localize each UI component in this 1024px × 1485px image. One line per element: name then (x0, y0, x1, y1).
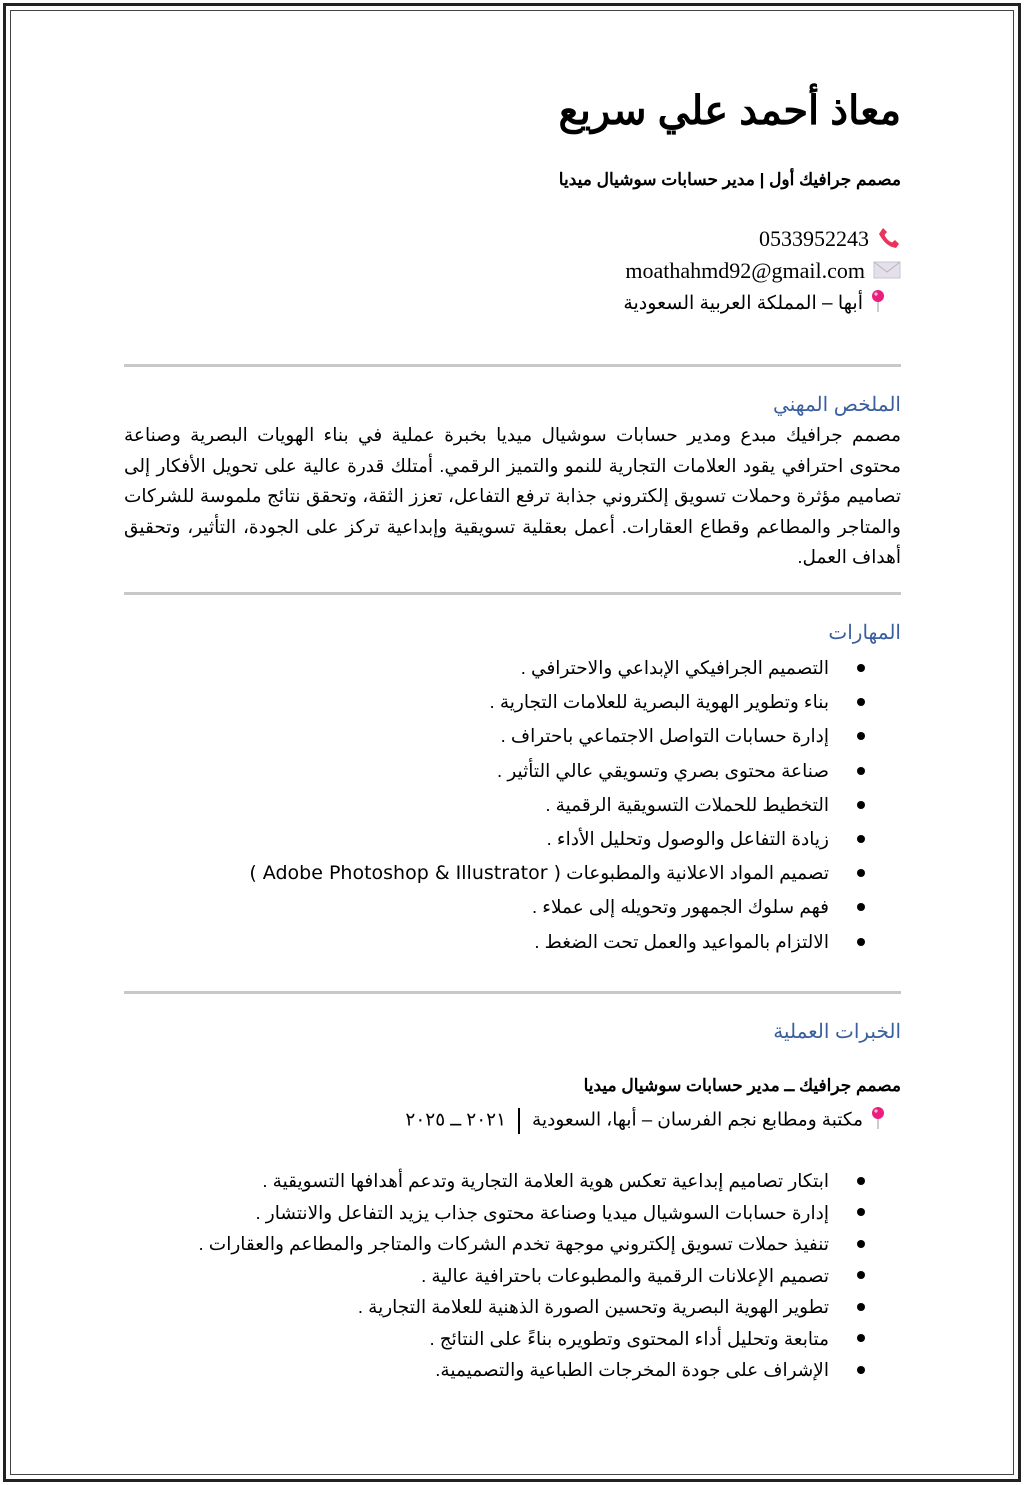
divider (124, 364, 901, 367)
list-item: الالتزام بالمواعيد والعمل تحت الضغط . (124, 925, 901, 959)
skill-text: تصميم المواد الاعلانية والمطبوعات (566, 862, 829, 884)
skills-list (124, 651, 901, 959)
list-item: تطوير الهوية البصرية وتحسين الصورة الذهنية للعلامة التجارية . (124, 1291, 901, 1323)
job-title: مصمم جرافيك ــ مدير حسابات سوشيال ميديا (583, 1076, 901, 1095)
location-pin-icon (871, 289, 885, 319)
divider (124, 592, 901, 595)
email-line (625, 258, 901, 286)
job-subtitle: مصمم جرافيك أول | مدير حسابات سوشيال ميديا (558, 170, 901, 189)
list-item: تصميم الإعلانات الرقمية والمطبوعات باحترافية عالية . (124, 1260, 901, 1292)
summary-heading: الملخص المهني (773, 394, 901, 416)
phone-icon (877, 226, 901, 256)
list-item: بناء وتطوير الهوية البصرية للعلامات التجارية . (124, 685, 901, 719)
location-line (623, 289, 885, 319)
list-item: زيادة التفاعل والوصول وتحليل الأداء . (124, 822, 901, 856)
experience-list (124, 1165, 901, 1386)
list-item (124, 856, 901, 890)
phone-line (759, 226, 901, 256)
separator (518, 1108, 520, 1134)
list-item: الإشراف على جودة المخرجات الطباعية والتصميمية. (124, 1354, 901, 1386)
full-name: معاذ أحمد علي سريع (558, 89, 901, 133)
company: مكتبة ومطابع نجم الفرسان – أبها، السعودية (532, 1108, 863, 1130)
list-item: التصميم الجرافيكي الإبداعي والاحترافي . (124, 651, 901, 685)
summary-text: مصمم جرافيك مبدع ومدير حسابات سوشيال ميديا بخبرة عملية في بناء الهويات البصرية وصناعة محتوى احترافي يقود العلامات التجارية للنمو والتميز الرقمي. أمتلك قدرة عالية على تحويل الأفكار إلى تصاميم مؤثرة وحملات تسويق إلكتروني جذابة ترفع التفاعل، تعزز الثقة، وتحقق نتائج ملموسة للشركات والمتاجر والمطاعم وقطاع العقارات. أعمل بعقلية تسويقية وإبداعية تركز على الجودة، التأثير، وتحقيق أهداف العمل. (124, 424, 901, 567)
location-pin-icon (871, 1106, 885, 1135)
list-item: إدارة حسابات التواصل الاجتماعي باحتراف . (124, 719, 901, 753)
skills-heading: المهارات (828, 622, 901, 644)
mail-icon (873, 260, 901, 286)
phone-number: 0533952243 (759, 226, 869, 252)
list-item: متابعة وتحليل أداء المحتوى وتطويره بناءً على النتائج . (124, 1323, 901, 1355)
list-item: ابتكار تصاميم إبداعية تعكس هوية العلامة التجارية وتدعم أهدافها التسويقية . (124, 1165, 901, 1197)
location-text: أبها – المملكة العربية السعودية (623, 293, 863, 315)
list-item: التخطيط للحملات التسويقية الرقمية . (124, 788, 901, 822)
list-item: صناعة محتوى بصري وتسويقي عالي التأثير . (124, 754, 901, 788)
tools-note: ( Adobe Photoshop & Illustrator ) (249, 862, 562, 885)
period: ٢٠٢١ ــ ٢٠٢٥ (405, 1108, 507, 1130)
list-item: إدارة حسابات السوشيال ميديا وصناعة محتوى جذاب يزيد التفاعل والانتشار . (124, 1197, 901, 1229)
job-location-line (405, 1106, 885, 1135)
email-address: moathahmd92@gmail.com (625, 258, 865, 283)
list-item: تنفيذ حملات تسويق إلكتروني موجهة تخدم الشركات والمتاجر والمطاعم والعقارات . (124, 1228, 901, 1260)
experience-heading: الخبرات العملية (773, 1021, 901, 1043)
list-item: فهم سلوك الجمهور وتحويله إلى عملاء . (124, 890, 901, 924)
divider (124, 991, 901, 994)
